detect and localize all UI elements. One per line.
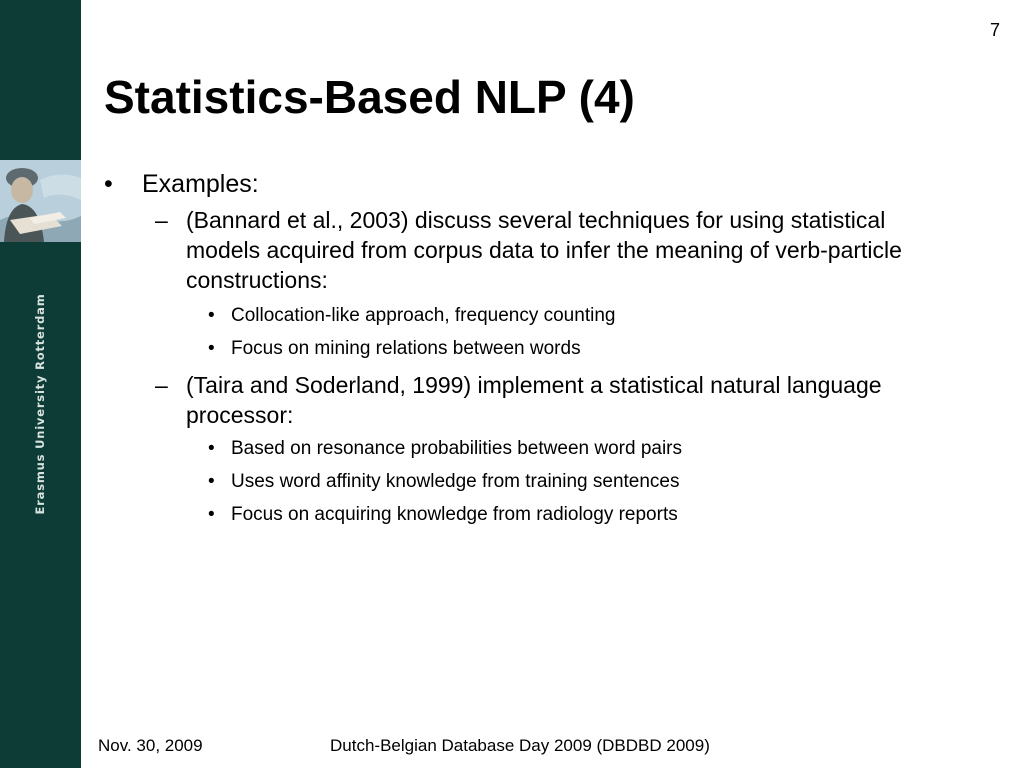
detail-bullet-text: Based on resonance probabilities between word pairs (231, 438, 682, 459)
bullet-examples (104, 169, 259, 199)
bullet-marker: • (208, 471, 215, 492)
detail-bullet-text: Focus on acquiring knowledge from radiology reports (231, 504, 678, 525)
sub-bullet-text: (Taira and Soderland, 1999) implement a statistical natural language processor: (186, 372, 882, 428)
sub-bullet-bannard (155, 205, 965, 295)
bullet-marker: • (208, 338, 215, 359)
detail-bullet (208, 303, 615, 329)
slide-title: Statistics-Based NLP (4) (104, 71, 635, 123)
detail-bullet-text: Uses word affinity knowledge from training sentences (231, 471, 680, 492)
bullet-marker: • (208, 305, 215, 326)
detail-bullet (208, 469, 680, 495)
footer-event: Dutch-Belgian Database Day 2009 (DBDBD 2009) (330, 736, 710, 755)
slide-number: 7 (989, 20, 1000, 40)
dash-marker: – (155, 207, 168, 233)
dash-marker: – (155, 372, 168, 398)
bullet-marker: • (104, 170, 113, 198)
detail-bullet (208, 502, 678, 528)
bullet-marker: • (208, 504, 215, 525)
university-name: Erasmus University Rotterdam (33, 293, 47, 515)
sub-bullet-text: (Bannard et al., 2003) discuss several techniques for using statistical models acquired from corpus data to infer the meaning of verb-particle constructions: (186, 207, 902, 293)
detail-bullet (208, 436, 682, 462)
detail-bullet-text: Collocation-like approach, frequency counting (231, 305, 616, 326)
footer-date: Nov. 30, 2009 (98, 736, 203, 755)
bullet-label: Examples: (142, 170, 259, 198)
bullet-marker: • (208, 438, 215, 459)
detail-bullet (208, 336, 581, 362)
sub-bullet-taira (155, 370, 965, 430)
detail-bullet-text: Focus on mining relations between words (231, 338, 581, 359)
